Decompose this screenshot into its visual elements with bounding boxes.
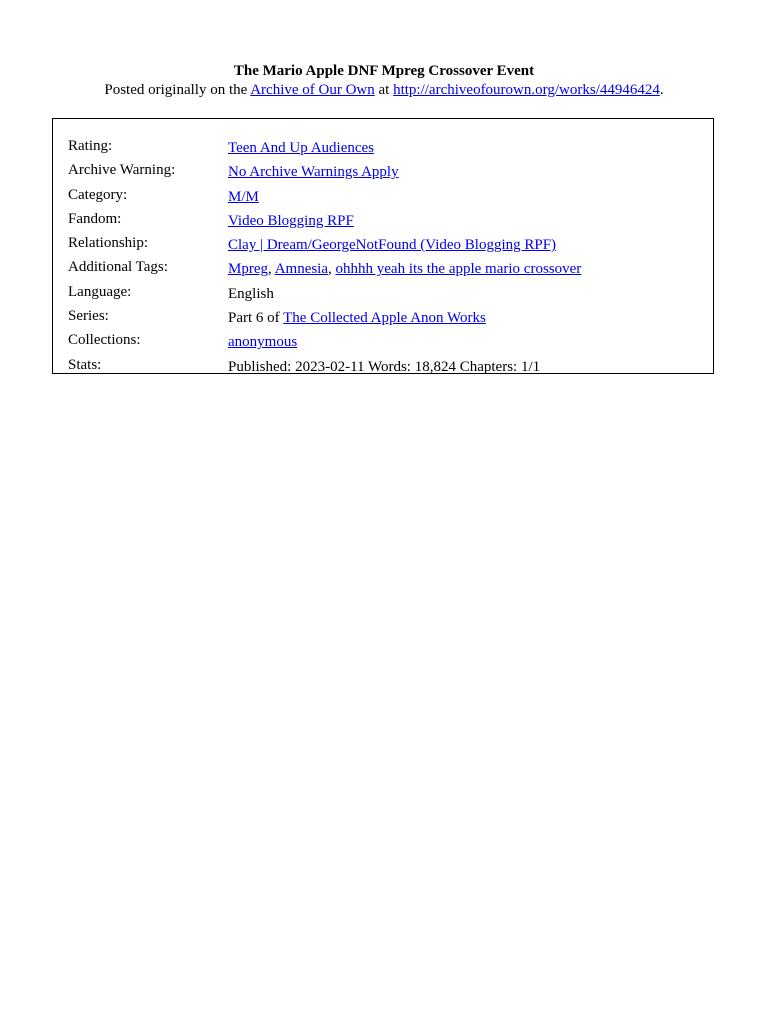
collections-row bbox=[68, 331, 581, 355]
collections-link[interactable]: anonymous bbox=[228, 334, 298, 351]
language-row bbox=[68, 283, 581, 307]
work-metadata-box bbox=[52, 118, 714, 374]
rating-label: Rating: bbox=[68, 138, 113, 154]
tag-link[interactable]: Amnesia bbox=[274, 261, 329, 278]
fandom-row bbox=[68, 210, 581, 234]
language-value: English bbox=[228, 285, 274, 302]
archive-link[interactable]: Archive of Our Own bbox=[250, 82, 375, 98]
series-label: Series: bbox=[68, 308, 109, 325]
work-header bbox=[0, 62, 768, 100]
series-link[interactable]: The Collected Apple Anon Works bbox=[283, 310, 486, 327]
warning-row bbox=[68, 161, 581, 185]
rating-link[interactable]: Teen And Up Audiences bbox=[228, 140, 375, 156]
at-text: at bbox=[374, 82, 394, 98]
warning-label: Archive Warning: bbox=[68, 162, 176, 179]
language-label: Language: bbox=[68, 283, 132, 300]
tags-row bbox=[68, 258, 581, 282]
category-label: Category: bbox=[68, 186, 128, 203]
collections-label: Collections: bbox=[68, 332, 141, 349]
series-row bbox=[68, 307, 581, 331]
tag-separator: , bbox=[328, 261, 336, 278]
series-prefix: Part 6 of bbox=[228, 310, 284, 327]
metadata-table bbox=[68, 137, 581, 380]
relationship-row bbox=[68, 234, 581, 258]
stats-label: Stats: bbox=[68, 356, 102, 373]
warning-link[interactable]: No Archive Warnings Apply bbox=[228, 164, 399, 181]
stats-value: Published: 2023-02-11 Words: 18,824 Chapters: 1/1 bbox=[228, 358, 541, 375]
fandom-link[interactable]: Video Blogging RPF bbox=[228, 212, 354, 229]
category-row bbox=[68, 186, 581, 210]
posted-prefix: Posted originally on the bbox=[104, 82, 251, 98]
work-url-link[interactable]: http://archiveofourown.org/works/44946424 bbox=[393, 82, 660, 98]
posted-line bbox=[0, 81, 768, 100]
stats-row bbox=[68, 356, 581, 380]
tags-label: Additional Tags: bbox=[68, 259, 168, 276]
category-link[interactable]: M/M bbox=[228, 188, 259, 205]
tag-link[interactable]: Mpreg bbox=[228, 261, 268, 278]
relationship-label: Relationship: bbox=[68, 235, 148, 252]
fandom-label: Fandom: bbox=[68, 210, 122, 227]
rating-row bbox=[68, 137, 581, 161]
tag-separator: , bbox=[268, 261, 275, 278]
period: . bbox=[659, 82, 664, 98]
relationship-link[interactable]: Clay | Dream/GeorgeNotFound (Video Blogging RPF) bbox=[228, 237, 557, 254]
work-title: The Mario Apple DNF Mpreg Crossover Event bbox=[233, 63, 535, 79]
tag-link[interactable]: ohhhh yeah its the apple mario crossover bbox=[335, 261, 582, 278]
